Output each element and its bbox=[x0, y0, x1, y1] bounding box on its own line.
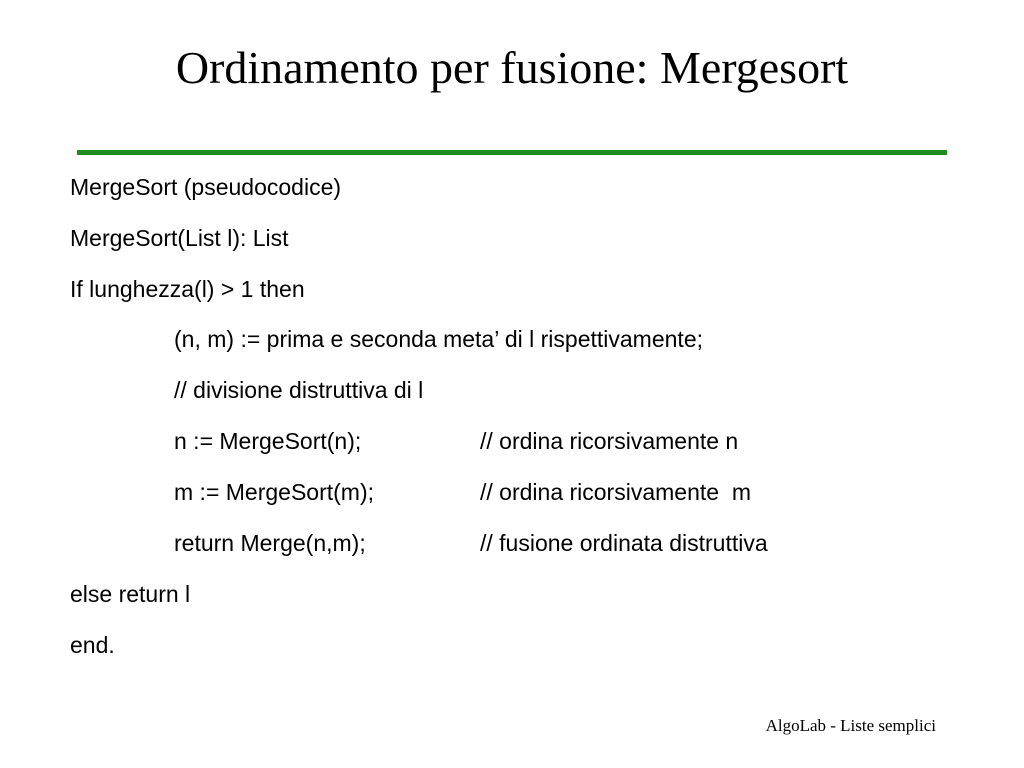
slide-footer: AlgoLab - Liste semplici bbox=[765, 716, 936, 735]
code-line-sort-n: n := MergeSort(n); bbox=[174, 428, 362, 454]
code-line-sort-m: m := MergeSort(m); bbox=[174, 479, 375, 505]
code-comment-sort-n: // ordina ricorsivamente n bbox=[480, 428, 739, 454]
slide-title: Ordinamento per fusione: Mergesort bbox=[175, 42, 849, 93]
code-line-split: (n, m) := prima e seconda meta’ di l rispettivamente; bbox=[174, 326, 703, 352]
code-line-else: else return l bbox=[70, 581, 191, 607]
code-line-heading: MergeSort (pseudocodice) bbox=[70, 174, 342, 200]
code-line-end: end. bbox=[70, 632, 115, 658]
title-divider bbox=[77, 150, 947, 155]
code-line-return-merge: return Merge(n,m); bbox=[174, 530, 366, 556]
code-line-if: If lunghezza(l) > 1 then bbox=[70, 276, 305, 302]
code-comment-merge: // fusione ordinata distruttiva bbox=[480, 530, 768, 556]
code-comment-sort-m: // ordina ricorsivamente m bbox=[480, 479, 751, 505]
code-line-split-comment: // divisione distruttiva di l bbox=[174, 377, 424, 403]
code-line-signature: MergeSort(List l): List bbox=[70, 225, 289, 251]
